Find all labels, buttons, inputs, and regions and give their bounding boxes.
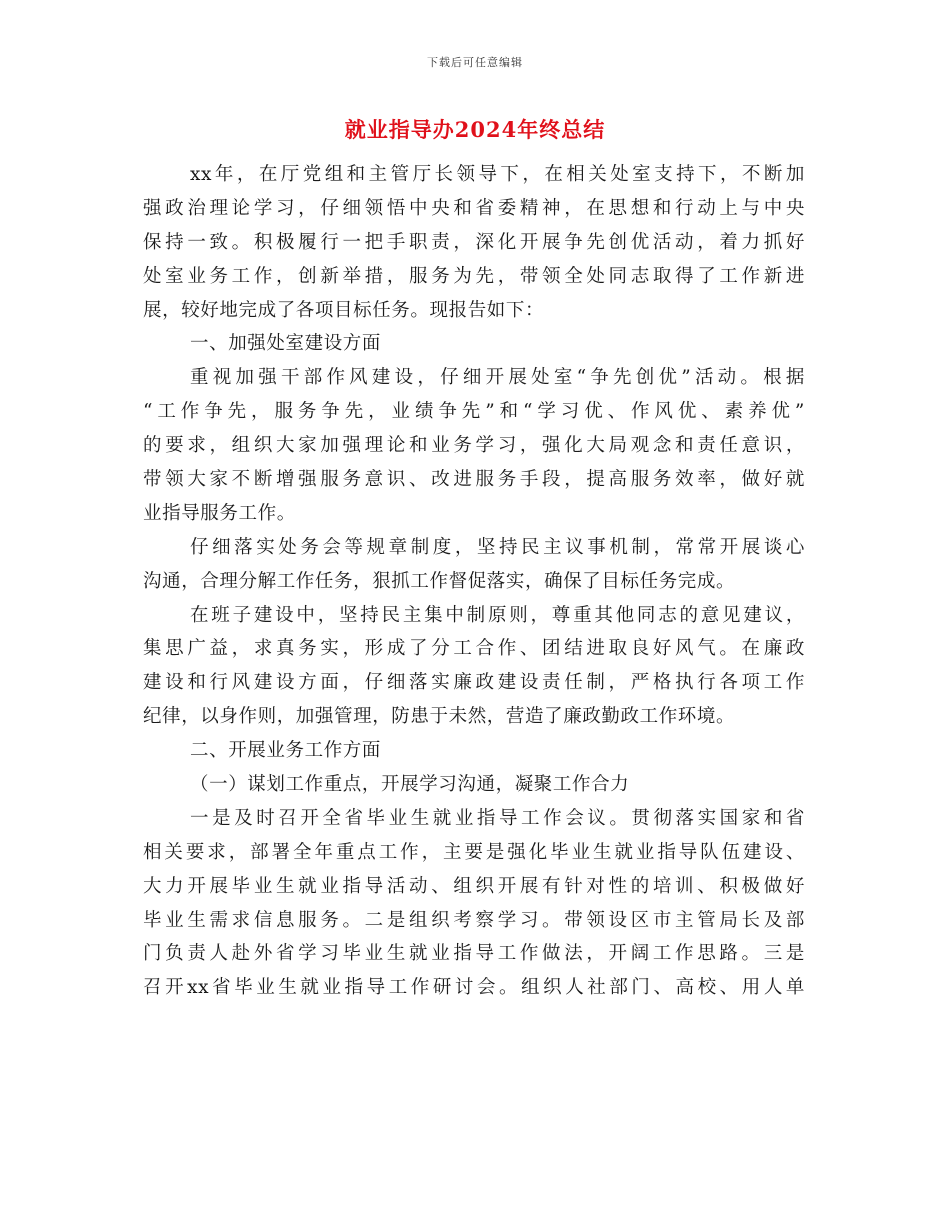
paragraph-line: 展，较好地完成了各项目标任务。现报告如下： (143, 299, 545, 321)
subsection-heading: （一）谋划工作重点，开展学习沟通，凝聚工作合力 (190, 774, 630, 796)
paragraph-line: 纪律，以身作则，加强管理，防患于未然，营造了廉政勤政工作环境。 (143, 706, 736, 728)
paragraph-line: 集思广益，求真务实，形成了分工合作、团结进取良好风气。在廉政 (143, 638, 805, 660)
paragraph-line: “工作争先，服务争先，业绩争先”和“学习优、作风优、素养优” (143, 401, 805, 423)
paragraph-line: 仔细落实处务会等规章制度，坚持民主议事机制，常常开展谈心 (190, 536, 805, 558)
paragraph-line: 沟通，合理分解工作任务，狠抓工作督促落实，确保了目标任务完成。 (143, 570, 736, 592)
paragraph-line: 的要求，组织大家加强理论和业务学习，强化大局观念和责任意识， (143, 435, 805, 457)
paragraph-line: 重视加强干部作风建设，仔细开展处室“争先创优”活动。根据 (190, 367, 805, 389)
page-header-note: 下载后可任意编辑 (427, 56, 523, 69)
document-body (143, 158, 805, 1005)
paragraph-line: 一是及时召开全省毕业生就业指导工作会议。贯彻落实国家和省 (190, 807, 805, 829)
paragraph-line: 建设和行风建设方面，仔细落实廉政建设责任制，严格执行各项工作 (143, 672, 805, 694)
paragraph-line: 在班子建设中，坚持民主集中制原则，尊重其他同志的意见建议， (190, 604, 805, 626)
paragraph-line: xx年，在厅党组和主管厅长领导下，在相关处室支持下，不断加 (190, 164, 805, 185)
paragraph-line: 门负责人赴外省学习毕业生就业指导工作做法，开阔工作思路。三是 (143, 943, 805, 965)
paragraph-line: 相关要求，部署全年重点工作，主要是强化毕业生就业指导队伍建设、 (143, 841, 805, 863)
paragraph-line: 召开xx省毕业生就业指导工作研讨会。组织人社部门、高校、用人单 (143, 977, 805, 999)
paragraph-line: 强政治理论学习，仔细领悟中央和省委精神，在思想和行动上与中央 (143, 197, 805, 219)
section-heading: 一、加强处室建设方面 (190, 333, 382, 355)
paragraph-line: 业指导服务工作。 (143, 502, 296, 524)
paragraph-line: 大力开展毕业生就业指导活动、组织开展有针对性的培训、积极做好 (143, 875, 805, 897)
paragraph-line: 毕业生需求信息服务。二是组织考察学习。带领设区市主管局长及部 (143, 909, 805, 931)
paragraph-line: 带领大家不断增强服务意识、改进服务手段，提高服务效率，做好就 (143, 469, 805, 491)
section-heading: 二、开展业务工作方面 (190, 740, 382, 762)
paragraph-line: 保持一致。积极履行一把手职责，深化开展争先创优活动，着力抓好 (143, 231, 805, 253)
paragraph-line: 处室业务工作，创新举措，服务为先，带领全处同志取得了工作新进 (143, 265, 805, 287)
document-title: 就业指导办2024年终总结 (344, 117, 606, 142)
